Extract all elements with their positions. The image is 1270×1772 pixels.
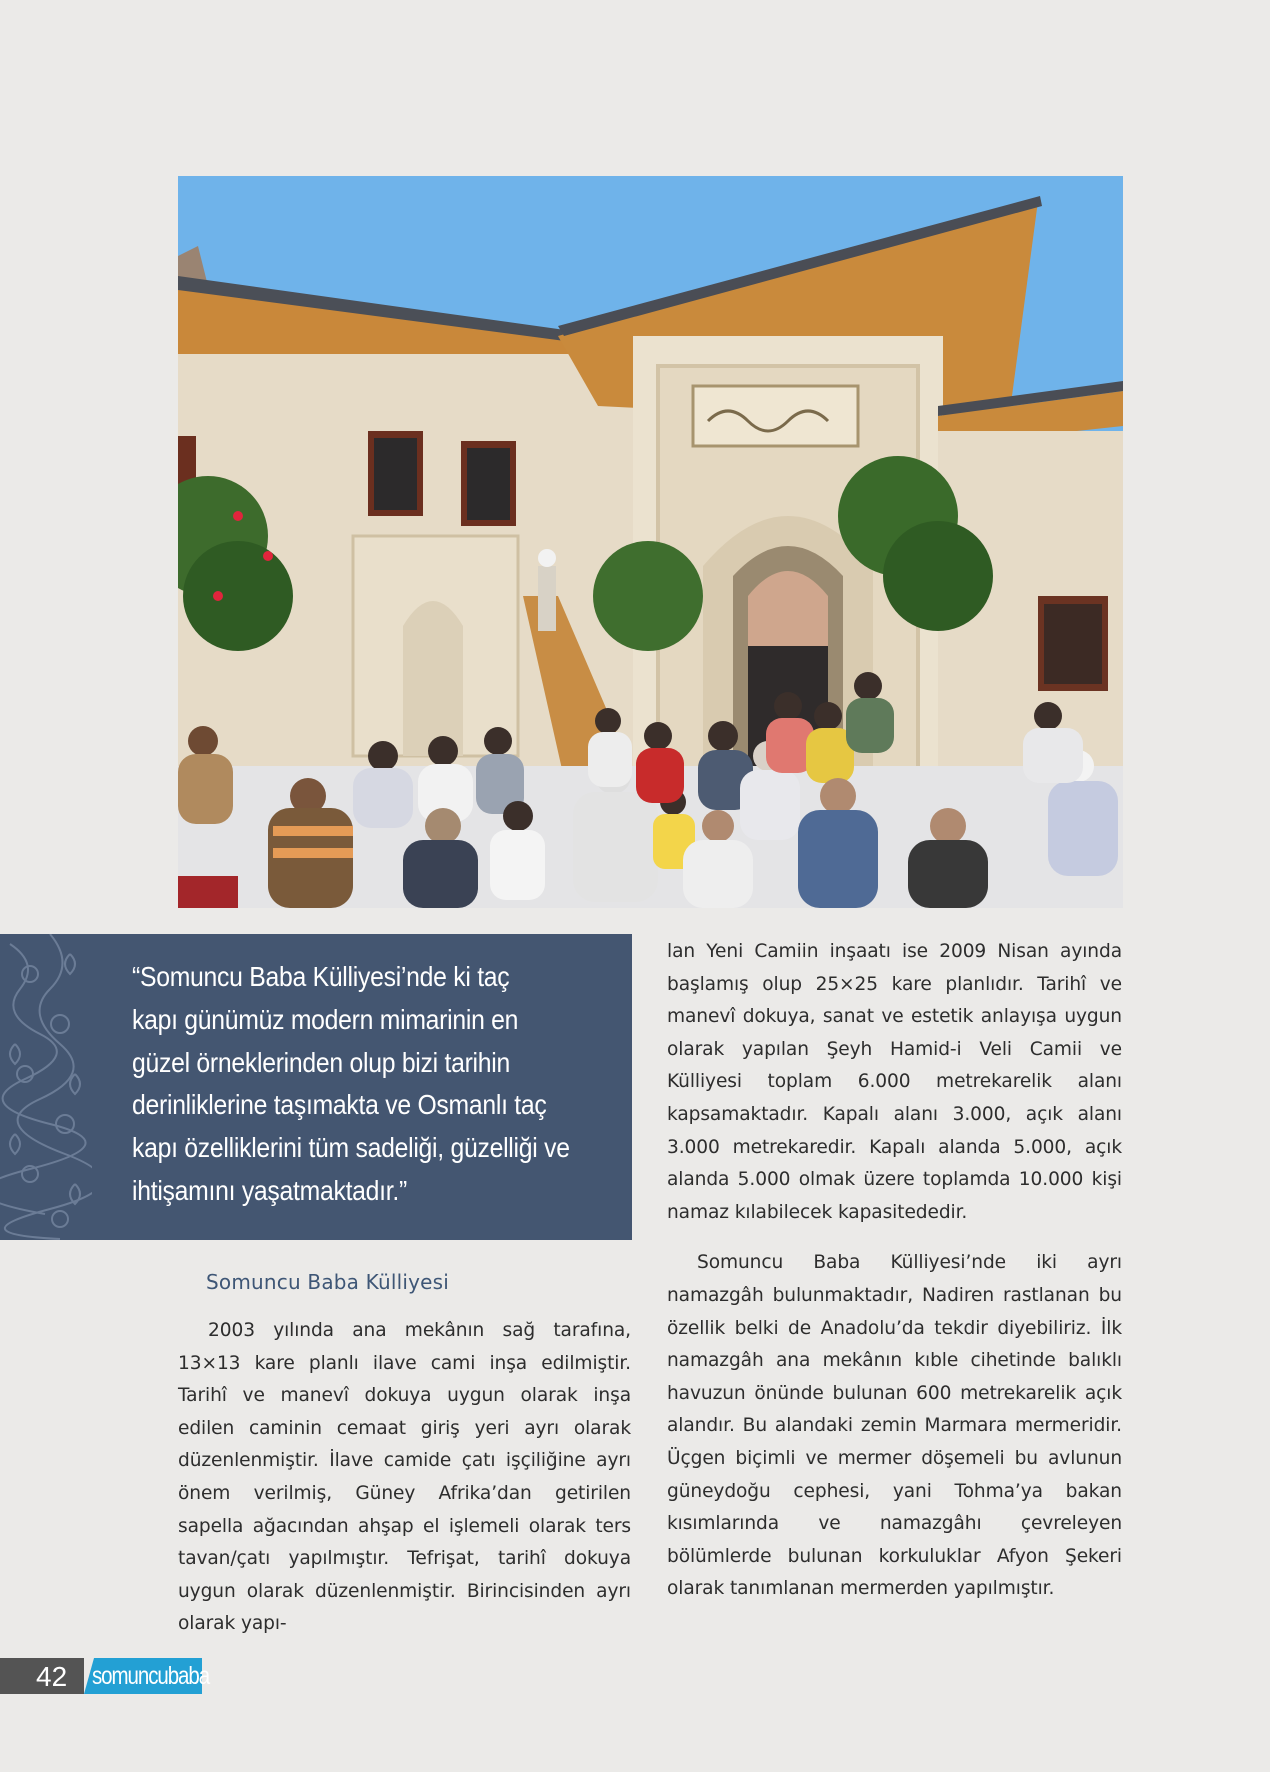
body-paragraph: lan Yeni Camiin inşaatı ise 2009 Nisan ayında başlamış olup 25×25 kare planlıdır. Tarihî ve manevî dokuya, sanat ve estetik anlayışa uygun olarak yapılan Şeyh Hamid-i Veli Camii ve Külliyesi toplam 6.000 metrekarelik alanı kapsamaktadır. Kapalı alanı 3.000, açık alanı 3.000 metrekaredir. Kapalı alanda 5.000, açık alanda 5.000 olmak üzere toplamda 10.000 kişi namaz kılabilecek kapasitededir.	[667, 941, 1122, 1223]
body-paragraph: Somuncu Baba Külliyesi’nde iki ayrı namazgâh bulunmaktadır, Nadiren rastlanan bu özellik belki de Anadolu’da tekdir diyebiliriz. İlk namazgâh ana mekânın kıble cihetinde balıklı havuzun önünde bulunan 600 metrekarelik açık alandır. Bu alandaki zemin Marmara mermeridir. Üçgen biçimli ve mermer döşemeli bu avlunun güneydoğu cephesi, yani Tohma’ya bakan kısımlarında ve namazgâhı çevreleyen bölümlerde bulunan korkuluklar Afyon Şekeri olarak tanımlanan mermerden yapılmıştır.	[667, 1252, 1122, 1600]
quote-line: güzel örneklerinden olup bizi tarihin	[132, 1046, 510, 1078]
magazine-logo: somuncubaba	[92, 1662, 210, 1690]
photo-illustration	[178, 176, 1123, 908]
quote-line: derinliklerine taşımakta ve Osmanlı taç	[132, 1089, 547, 1121]
pull-quote-box	[0, 934, 632, 1240]
quote-line: “Somuncu Baba Külliyesi’nde ki taç	[132, 961, 510, 992]
quote-line: kapı günümüz modern mimarinin en	[132, 1003, 519, 1035]
right-text-column	[667, 936, 1122, 1606]
quote-line: kapı özelliklerini tüm sadeliği, güzelliği ve	[132, 1132, 570, 1164]
page-footer	[0, 1658, 210, 1694]
floral-pattern-ornament	[0, 934, 92, 1240]
left-text-column	[178, 1315, 631, 1641]
quote-line: ihtişamını yaşatmaktadır.”	[132, 1174, 407, 1206]
page-number: 42	[36, 1661, 68, 1692]
section-heading: Somuncu Baba Külliyesi	[206, 1270, 450, 1294]
mosque-courtyard-photo	[178, 176, 1123, 908]
body-paragraph: 2003 yılında ana mekânın sağ tarafına, 13×13 kare planlı ilave cami inşa edilmiştir. Tarihî ve manevî dokuya uygun olarak inşa edilen caminin cemaat giriş yeri ayrı olarak düzenlenmiştir. İlave camide çatı işçiliğine ayrı önem verilmiş, Güney Afrika’dan getirilen sapella ağacından ahşap el işlemeli olarak ters tavan/çatı yapılmıştır. Tefrişat, tarihî dokuya uygun olarak düzenlenmiştir. Birincisinden ayrı olarak yapı-	[178, 1320, 631, 1635]
pull-quote-text	[132, 956, 609, 1213]
